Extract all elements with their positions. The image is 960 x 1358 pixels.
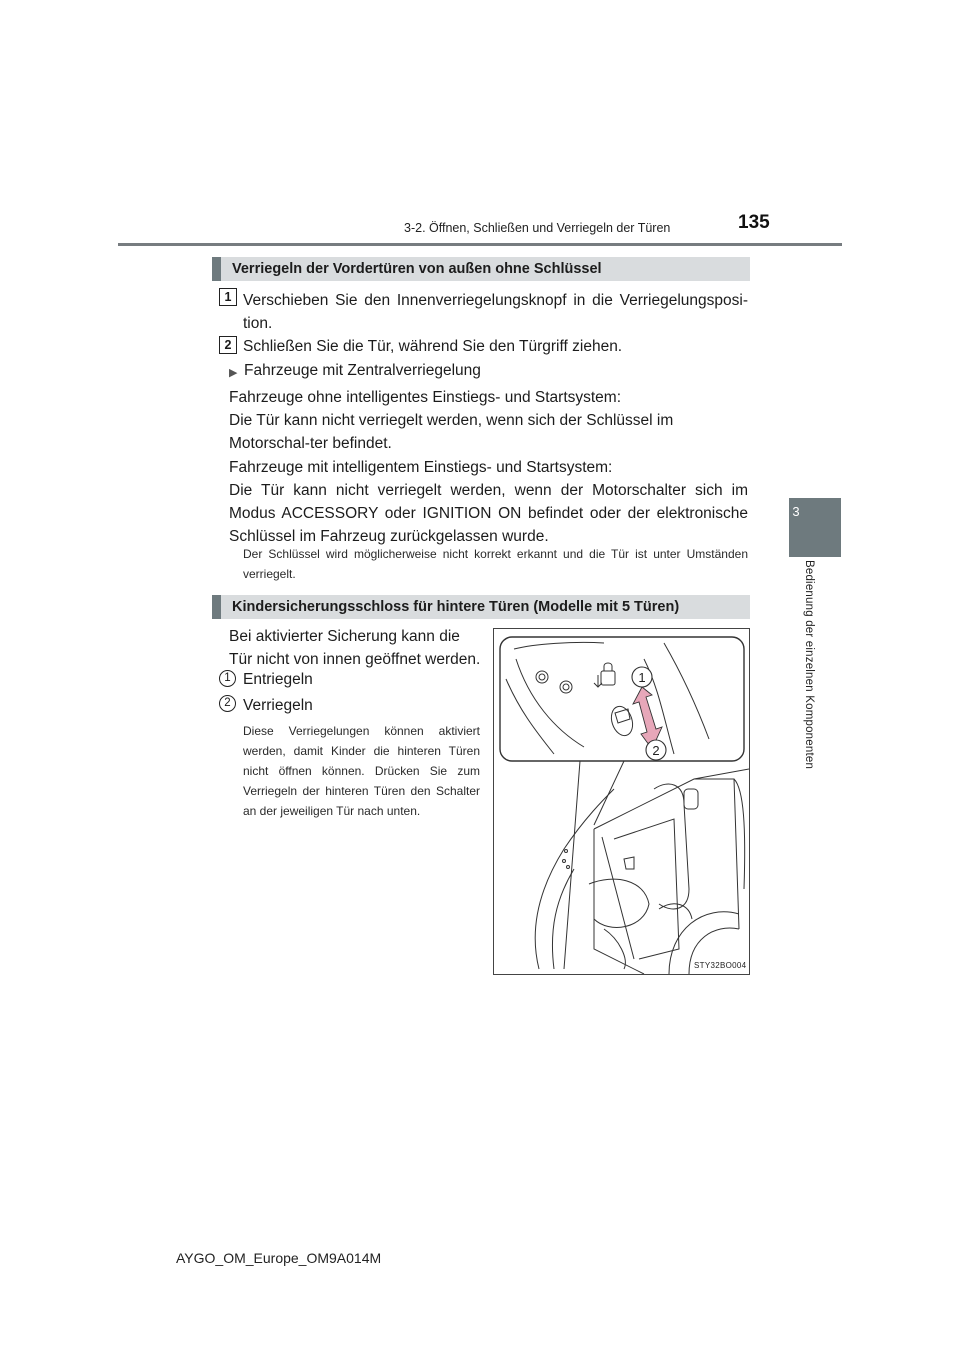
item-number-2: 2 bbox=[219, 695, 236, 712]
chapter-number: 3 bbox=[792, 504, 800, 519]
section-heading-lock-front-doors: Verriegeln der Vordertüren von außen ohne Schlüssel bbox=[212, 257, 750, 281]
page-number: 135 bbox=[738, 212, 770, 233]
note-child-lock: Diese Verriegelungen können aktiviert werden, damit Kinder die hinteren Türen nicht öffnen können. Drücken Sie zum Verriegeln der hinteren Türen den Schalter an der jeweiligen Tür nach unten. bbox=[243, 724, 480, 818]
item-label-unlock: Entriegeln bbox=[243, 671, 313, 688]
child-lock-intro: Bei aktivierter Sicherung kann die Tür nicht von innen geöffnet werden. bbox=[229, 628, 481, 668]
chapter-tab bbox=[789, 498, 841, 557]
note-key-detection: Der Schlüssel wird möglicherweise nicht korrekt erkannt und die Tür ist unter Umständen verriegelt. bbox=[243, 547, 748, 581]
bullet-arrow-icon: ▶ bbox=[229, 367, 238, 379]
item-label-lock: Verriegeln bbox=[243, 697, 313, 714]
step-1-text: Verschieben Sie den Innenverriegelungsknopf in die Verriegelungsposi-tion. bbox=[243, 292, 748, 332]
item-number-1: 1 bbox=[219, 670, 236, 687]
step-2-text: Schließen Sie die Tür, während Sie den Türgriff ziehen. bbox=[243, 338, 623, 355]
callout-1: 1 bbox=[638, 670, 646, 685]
document-id: AYGO_OM_Europe_OM9A014M bbox=[176, 1250, 382, 1266]
chapter-title: Bedienung der einzelnen Komponenten bbox=[803, 560, 815, 770]
bullet-central-locking: Fahrzeuge mit Zentralverriegelung bbox=[244, 362, 481, 379]
callout-2: 2 bbox=[652, 743, 660, 758]
child-lock-drawing bbox=[494, 629, 749, 974]
illustration-code: STY32BO004 bbox=[694, 961, 747, 970]
paragraph-with-smart-entry: Fahrzeuge mit intelligentem Einstiegs- und Startsystem: Die Tür kann nicht verriegelt werden, wenn der Motorschalter sich im Modus ACCESSORY oder IGNITION ON befindet oder der elektronische Schlüssel im Fahrzeug zurückgelassen wurde. bbox=[229, 459, 748, 545]
header-rule bbox=[118, 243, 842, 246]
section-heading-child-lock: Kindersicherungsschloss für hintere Türen (Modelle mit 5 Türen) bbox=[212, 595, 750, 619]
paragraph-without-smart-entry: Fahrzeuge ohne intelligentes Einstiegs- und Startsystem: Die Tür kann nicht verriegelt werden, wenn sich der Schlüssel im Motorschal-ter befindet. bbox=[229, 389, 674, 452]
step-number-2: 2 bbox=[219, 336, 237, 354]
step-number-1: 1 bbox=[219, 288, 237, 306]
header-section-title: 3-2. Öffnen, Schließen und Verriegeln der Türen bbox=[404, 221, 671, 235]
child-lock-illustration bbox=[493, 628, 750, 975]
